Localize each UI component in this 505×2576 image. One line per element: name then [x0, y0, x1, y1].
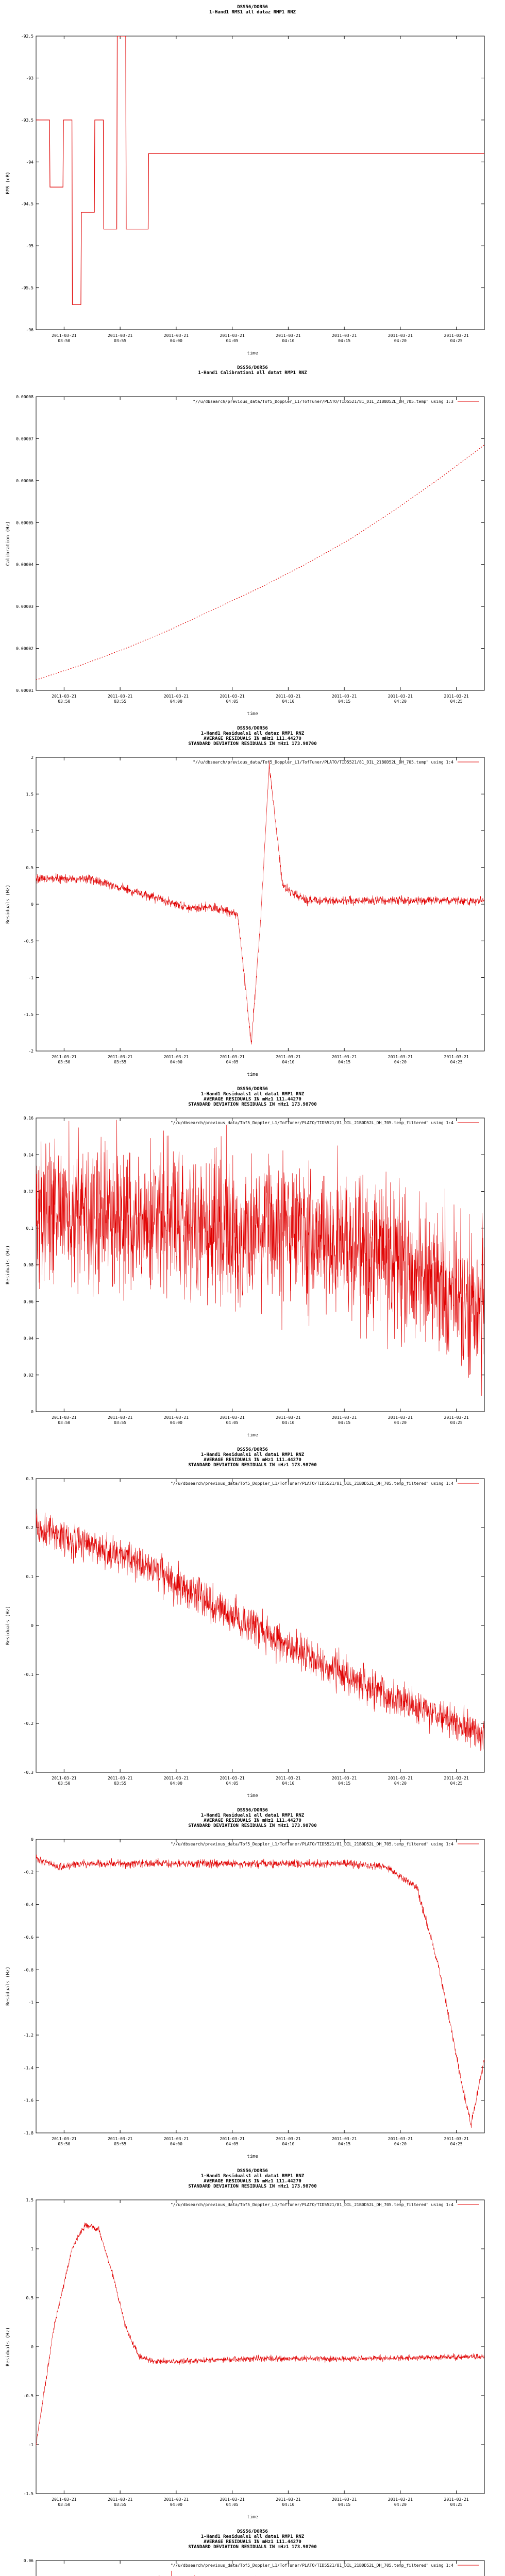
- y-tick-label: 0.5: [26, 2296, 33, 2300]
- series-line: [36, 2223, 484, 2446]
- y-tick-label: 0.3: [26, 1477, 33, 1481]
- x-tick-label: 2011-03-21 04:10: [276, 2137, 301, 2146]
- y-tick-label: 0: [31, 1837, 33, 1842]
- x-tick-label: 2011-03-21 03:50: [52, 1415, 77, 1425]
- series-line: [36, 1509, 484, 1751]
- y-axis-label: Residuals (Hz): [6, 885, 11, 924]
- chart-title-line: STANDARD DEVIATION RESIDUALS IN mHz1 173.98700: [188, 1102, 317, 1107]
- series-line: [36, 761, 484, 1045]
- y-tick-label: -1: [28, 975, 33, 980]
- x-tick-label: 2011-03-21 03:50: [52, 694, 77, 704]
- x-tick-label: 2011-03-21 04:15: [332, 1415, 357, 1425]
- x-tick-label: 2011-03-21 04:20: [388, 2137, 413, 2146]
- y-axis-label: Residuals (Hz): [6, 1245, 11, 1284]
- x-tick-label: 2011-03-21 04:05: [220, 1055, 245, 1064]
- y-tick-label: -0.2: [23, 1721, 33, 1726]
- y-axis-label: RMS (dB): [6, 172, 11, 194]
- y-tick-label: 0.06: [23, 1299, 33, 1304]
- chart-title-line: DSS56/DOR56: [237, 1808, 268, 1813]
- y-tick-label: 0.14: [23, 1153, 33, 1158]
- y-tick-label: -1: [28, 2443, 33, 2447]
- x-tick-label: 2011-03-21 04:10: [276, 1415, 301, 1425]
- plot-frame: [36, 757, 484, 1051]
- y-tick-label: -2: [28, 1049, 33, 1054]
- chart-panel-3: [0, 721, 505, 1082]
- x-tick-label: 2011-03-21 04:15: [332, 333, 357, 343]
- chart-title-line: STANDARD DEVIATION RESIDUALS IN mHz1 173.98700: [188, 2545, 317, 2550]
- y-tick-label: 0: [31, 2345, 33, 2349]
- y-tick-label: -1.2: [23, 2033, 33, 2038]
- y-tick-label: -0.8: [23, 1968, 33, 1973]
- x-tick-label: 2011-03-21 04:15: [332, 1055, 357, 1064]
- x-tick-label: 2011-03-21 04:00: [163, 694, 189, 704]
- chart-svg: [0, 2524, 505, 2576]
- x-tick-label: 2011-03-21 04:25: [444, 2497, 469, 2507]
- y-tick-label: -93.5: [21, 117, 33, 123]
- y-tick-label: -0.3: [23, 1770, 33, 1775]
- y-tick-label: 1: [31, 828, 33, 834]
- x-tick-label: 2011-03-21 03:50: [52, 2497, 77, 2507]
- x-tick-label: 2011-03-21 04:15: [332, 694, 357, 704]
- x-tick-label: 2011-03-21 03:50: [52, 1055, 77, 1064]
- y-axis-label: Calibration (Hz): [6, 521, 11, 566]
- x-axis-label: time: [247, 2515, 258, 2520]
- y-tick-label: -0.5: [23, 2394, 33, 2398]
- y-tick-label: -92.5: [21, 34, 33, 39]
- chart-title-line: STANDARD DEVIATION RESIDUALS IN mHz1 173.98700: [188, 1463, 317, 1468]
- legend-label: "//u/dbsearch/previous_data/Tof5_Doppler_L1/TofTuner/PLATO/TID5521/81_DIL_21B0D52L_DH_705.temp" using 1:3: [193, 399, 453, 404]
- chart-svg: [0, 721, 505, 1082]
- x-tick-label: 2011-03-21 04:05: [220, 333, 245, 343]
- chart-title-line: DSS56/DOR56: [237, 365, 268, 370]
- x-tick-label: 2011-03-21 04:20: [388, 1776, 413, 1786]
- y-tick-label: 0: [31, 1410, 33, 1414]
- y-tick-label: -95: [26, 244, 33, 249]
- legend-label: "//u/dbsearch/previous_data/Tof5_Doppler_L1/TofTuner/PLATO/TID5521/81_DIL_21B0D52L_DH_705.temp_filtered" using 1:4: [170, 1121, 453, 1125]
- x-tick-label: 2011-03-21 04:00: [163, 2137, 189, 2146]
- chart-panel-8: [0, 2524, 505, 2576]
- y-tick-label: 0: [31, 902, 33, 907]
- y-tick-label: 0.1: [26, 1574, 33, 1579]
- y-tick-label: -0.2: [23, 1870, 33, 1875]
- x-tick-label: 2011-03-21 04:10: [276, 1776, 301, 1786]
- y-tick-label: 0.00007: [16, 436, 33, 442]
- y-tick-label: 0.08: [23, 1263, 33, 1267]
- y-tick-label: -93: [26, 76, 33, 81]
- y-tick-label: -96: [26, 328, 33, 332]
- y-tick-label: 0: [31, 1623, 33, 1628]
- x-tick-label: 2011-03-21 03:55: [108, 2137, 133, 2146]
- x-tick-label: 2011-03-21 04:25: [444, 1415, 469, 1425]
- y-tick-label: 0.04: [23, 1336, 33, 1341]
- x-tick-label: 2011-03-21 04:00: [163, 1776, 189, 1786]
- y-axis-label: Residuals (Hz): [6, 1967, 11, 2006]
- chart-title-line: DSS56/DOR56: [237, 2168, 268, 2174]
- chart-panel-6: [0, 1803, 505, 2164]
- x-tick-label: 2011-03-21 04:05: [220, 2137, 245, 2146]
- x-tick-label: 2011-03-21 04:00: [163, 2497, 189, 2507]
- y-tick-label: -94.5: [21, 201, 33, 207]
- chart-panel-5: [0, 1443, 505, 1803]
- x-tick-label: 2011-03-21 04:25: [444, 694, 469, 704]
- y-tick-label: 0.00004: [16, 562, 33, 567]
- x-axis-label: time: [247, 351, 258, 356]
- x-tick-label: 2011-03-21 04:05: [220, 1415, 245, 1425]
- legend-label: "//u/dbsearch/previous_data/Tof5_Doppler_L1/TofTuner/PLATO/TID5521/81_DIL_21B0D52L_DH_705.temp_filtered" using 1:4: [170, 1481, 453, 1486]
- y-tick-label: -1.5: [23, 2492, 33, 2496]
- plot-frame: [36, 1839, 484, 2133]
- chart-title-line: STANDARD DEVIATION RESIDUALS IN mHz1 173.98700: [188, 741, 317, 747]
- x-tick-label: 2011-03-21 04:00: [163, 1415, 189, 1425]
- chart-title-line: AVERAGE RESIDUALS IN mHz1 111.44270: [204, 736, 301, 741]
- y-tick-label: -0.5: [23, 939, 33, 944]
- y-tick-label: -0.4: [23, 1902, 33, 1907]
- x-tick-label: 2011-03-21 04:15: [332, 2137, 357, 2146]
- chart-title-line: AVERAGE RESIDUALS IN mHz1 111.44270: [204, 1818, 301, 1823]
- y-tick-label: 1.5: [26, 2198, 33, 2202]
- x-axis-label: time: [247, 711, 258, 717]
- x-tick-label: 2011-03-21 03:55: [108, 2497, 133, 2507]
- legend-label: "//u/dbsearch/previous_data/Tof5_Doppler_L1/TofTuner/PLATO/TID5521/81_DIL_21B0D52L_DH_705.temp" using 1:4: [193, 760, 453, 765]
- y-tick-label: -1.8: [23, 2131, 33, 2136]
- chart-title-line: DSS56/DOR56: [237, 1447, 268, 1452]
- y-tick-label: -1.4: [23, 2065, 33, 2071]
- chart-title-line: AVERAGE RESIDUALS IN mHz1 111.44270: [204, 2179, 301, 2184]
- y-tick-label: -95.5: [21, 285, 33, 291]
- chart-svg: [0, 361, 505, 721]
- y-tick-label: -0.1: [23, 1672, 33, 1677]
- y-tick-label: -1.5: [23, 1012, 33, 1017]
- chart-panel-1: [0, 0, 505, 361]
- chart-title-line: DSS56/DOR56: [237, 726, 268, 731]
- chart-svg: [0, 0, 505, 361]
- chart-title-line: DSS56/DOR56: [237, 5, 268, 10]
- chart-panel-2: [0, 361, 505, 721]
- x-tick-label: 2011-03-21 04:10: [276, 694, 301, 704]
- series-line: [36, 1120, 484, 1396]
- x-axis-label: time: [247, 2154, 258, 2159]
- x-tick-label: 2011-03-21 03:50: [52, 333, 77, 343]
- y-tick-label: 0.00008: [16, 395, 33, 399]
- y-tick-label: 0.12: [23, 1189, 33, 1194]
- x-tick-label: 2011-03-21 03:55: [108, 694, 133, 704]
- y-axis-label: Residuals (Hz): [6, 1606, 11, 1645]
- x-tick-label: 2011-03-21 04:15: [332, 2497, 357, 2507]
- series-line: [36, 36, 484, 304]
- y-tick-label: -94: [26, 160, 33, 165]
- x-axis-label: time: [247, 1793, 258, 1799]
- y-tick-label: 0.00003: [16, 604, 33, 609]
- chart-title-line: 1-Hand1 Residuals1 all data1 RMP1 RNZ: [200, 1813, 305, 1818]
- y-tick-label: 0.5: [26, 865, 33, 870]
- chart-title-line: 1-Hand1 Calibration1 all datat RMP1 RNZ: [198, 370, 307, 376]
- chart-svg: [0, 1082, 505, 1443]
- x-axis-label: time: [247, 1433, 258, 1438]
- chart-title-line: 1-Hand1 Residuals1 all data1 RMP1 RNZ: [200, 1092, 305, 1097]
- chart-svg: [0, 2164, 505, 2524]
- x-tick-label: 2011-03-21 04:25: [444, 2137, 469, 2146]
- x-tick-label: 2011-03-21 04:20: [388, 333, 413, 343]
- chart-title-line: STANDARD DEVIATION RESIDUALS IN mHz1 173.98700: [188, 1823, 317, 1828]
- y-tick-label: -1.6: [23, 2098, 33, 2103]
- chart-title-line: DSS56/DOR56: [237, 1087, 268, 1092]
- chart-title-line: 1-Hand1 Residuals1 all data1 RMP1 RNZ: [200, 2534, 305, 2539]
- x-tick-label: 2011-03-21 04:25: [444, 1055, 469, 1064]
- chart-title-line: 1-Hand1 Residuals1 all data1 RMP1 RNZ: [200, 2174, 305, 2179]
- y-axis-label: Residuals (Hz): [6, 2327, 11, 2366]
- chart-title-line: AVERAGE RESIDUALS IN mHz1 111.44270: [204, 2539, 301, 2545]
- chart-title-line: 1-Hand1 RMS1 all dataz RMP1 RNZ: [209, 10, 296, 15]
- x-tick-label: 2011-03-21 04:05: [220, 1776, 245, 1786]
- chart-svg: [0, 1443, 505, 1803]
- x-tick-label: 2011-03-21 04:15: [332, 1776, 357, 1786]
- y-tick-label: 0.1: [26, 1226, 33, 1231]
- y-tick-label: 0.00002: [16, 646, 33, 651]
- x-tick-label: 2011-03-21 04:05: [220, 2497, 245, 2507]
- x-tick-label: 2011-03-21 04:25: [444, 1776, 469, 1786]
- x-tick-label: 2011-03-21 04:10: [276, 1055, 301, 1064]
- x-tick-label: 2011-03-21 04:25: [444, 333, 469, 343]
- x-tick-label: 2011-03-21 04:20: [388, 1055, 413, 1064]
- series-line: [36, 2571, 484, 2576]
- legend-label: "//u/dbsearch/previous_data/Tof5_Doppler_L1/TofTuner/PLATO/TID5521/81_DIL_21B0D52L_DH_705.temp_filtered" using 1:4: [170, 2202, 453, 2207]
- chart-title-line: AVERAGE RESIDUALS IN mHz1 111.44270: [204, 1458, 301, 1463]
- y-tick-label: 0.16: [23, 1116, 33, 1121]
- y-tick-label: 1.5: [26, 792, 33, 797]
- x-tick-label: 2011-03-21 04:10: [276, 2497, 301, 2507]
- y-tick-label: 0.00006: [16, 478, 33, 483]
- chart-panel-4: [0, 1082, 505, 1443]
- y-tick-label: 0.2: [26, 1526, 33, 1530]
- x-tick-label: 2011-03-21 03:50: [52, 2137, 77, 2146]
- y-tick-label: 0.02: [23, 1372, 33, 1378]
- chart-panel-7: [0, 2164, 505, 2524]
- y-tick-label: 0.00005: [16, 520, 33, 526]
- x-tick-label: 2011-03-21 04:00: [163, 1055, 189, 1064]
- chart-title-line: STANDARD DEVIATION RESIDUALS IN mHz1 173.98700: [188, 2184, 317, 2189]
- x-tick-label: 2011-03-21 03:55: [108, 1415, 133, 1425]
- y-tick-label: 2: [31, 755, 33, 760]
- chart-title-line: DSS56/DOR56: [237, 2529, 268, 2534]
- legend-label: "//u/dbsearch/previous_data/Tof5_Doppler_L1/TofTuner/PLATO/TID5521/81_DIL_21B0D52L_DH_705.temp_filtered" using 1:4: [170, 2563, 453, 2568]
- y-tick-label: 1: [31, 2247, 33, 2251]
- x-tick-label: 2011-03-21 04:20: [388, 2497, 413, 2507]
- chart-title-line: AVERAGE RESIDUALS IN mHz1 111.44270: [204, 1097, 301, 1102]
- series-line: [36, 1855, 484, 2128]
- x-tick-label: 2011-03-21 03:55: [108, 1776, 133, 1786]
- plot-frame: [36, 397, 484, 690]
- x-tick-label: 2011-03-21 04:20: [388, 694, 413, 704]
- x-axis-label: time: [247, 1072, 258, 1077]
- chart-title-line: 1-Hand1 Residuals1 all data1 RMP1 RNZ: [200, 1452, 305, 1458]
- y-tick-label: 0.06: [23, 2558, 33, 2563]
- x-tick-label: 2011-03-21 03:50: [52, 1776, 77, 1786]
- x-tick-label: 2011-03-21 03:55: [108, 333, 133, 343]
- series-line: [36, 445, 484, 680]
- y-tick-label: -1: [28, 2000, 33, 2005]
- legend-label: "//u/dbsearch/previous_data/Tof5_Doppler_L1/TofTuner/PLATO/TID5521/81_DIL_21B0D52L_DH_705.temp_filtered" using 1:4: [170, 1842, 453, 1846]
- x-tick-label: 2011-03-21 04:05: [220, 694, 245, 704]
- chart-title-line: 1-Hand1 Residuals1 all dataz RMP1 RNZ: [200, 731, 305, 736]
- chart-svg: [0, 1803, 505, 2164]
- x-tick-label: 2011-03-21 03:55: [108, 1055, 133, 1064]
- x-tick-label: 2011-03-21 04:10: [276, 333, 301, 343]
- y-tick-label: 0.00001: [16, 688, 33, 693]
- y-tick-label: -0.6: [23, 1935, 33, 1940]
- x-tick-label: 2011-03-21 04:20: [388, 1415, 413, 1425]
- x-tick-label: 2011-03-21 04:00: [163, 333, 189, 343]
